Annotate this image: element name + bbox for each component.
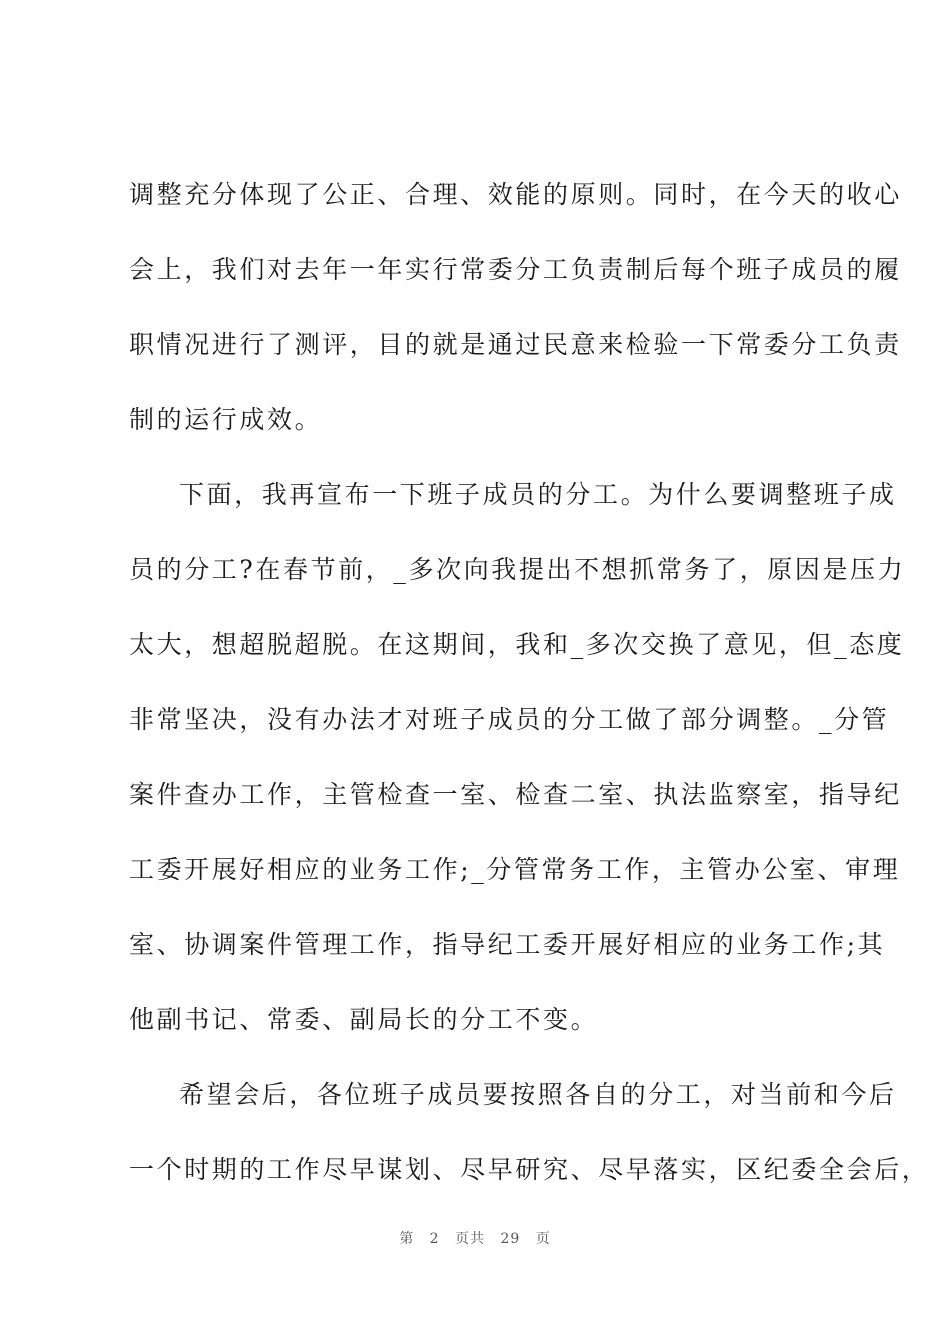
text-line: 会上，我们对去年一年实行常委分工负责制后每个班子成员的履 bbox=[129, 255, 902, 284]
page-footer bbox=[0, 1228, 950, 1248]
text-line: 工委开展好相应的业务工作;_分管常务工作，主管办公室、审理 bbox=[129, 855, 901, 884]
footer-current-page: 2 bbox=[429, 1231, 440, 1247]
text-line: 员的分工?在春节前，_多次向我提出不想抓常务了，原因是压力 bbox=[129, 555, 906, 584]
text-line: 职情况进行了测评，目的就是通过民意来检验一下常委分工负责 bbox=[129, 330, 902, 359]
text-line: 一个时期的工作尽早谋划、尽早研究、尽早落实，区纪委全会后， bbox=[129, 1155, 930, 1184]
footer-suffix: 页 bbox=[535, 1231, 551, 1247]
text-line: 案件查办工作，主管检查一室、检查二室、执法监察室，指导纪 bbox=[129, 780, 902, 809]
footer-prefix: 第 bbox=[399, 1231, 415, 1247]
footer-total-pages: 29 bbox=[500, 1231, 521, 1247]
text-line: 非常坚决，没有办法才对班子成员的分工做了部分调整。_分管 bbox=[129, 705, 890, 734]
text-line: 他副书记、常委、副局长的分工不变。 bbox=[129, 1005, 599, 1034]
text-line: 太大，想超脱超脱。在这期间，我和_多次交换了意见，但_态度 bbox=[129, 630, 905, 659]
text-line: 希望会后，各位班子成员要按照各自的分工，对当前和今后 bbox=[179, 1080, 897, 1109]
footer-middle: 页共 bbox=[455, 1231, 486, 1247]
text-line: 制的运行成效。 bbox=[129, 405, 323, 434]
text-line: 调整充分体现了公正、合理、效能的原则。同时，在今天的收心 bbox=[129, 180, 902, 209]
text-line: 下面，我再宣布一下班子成员的分工。为什么要调整班子成 bbox=[179, 480, 897, 509]
text-line: 室、协调案件管理工作，指导纪工委开展好相应的业务工作;其 bbox=[129, 930, 886, 959]
